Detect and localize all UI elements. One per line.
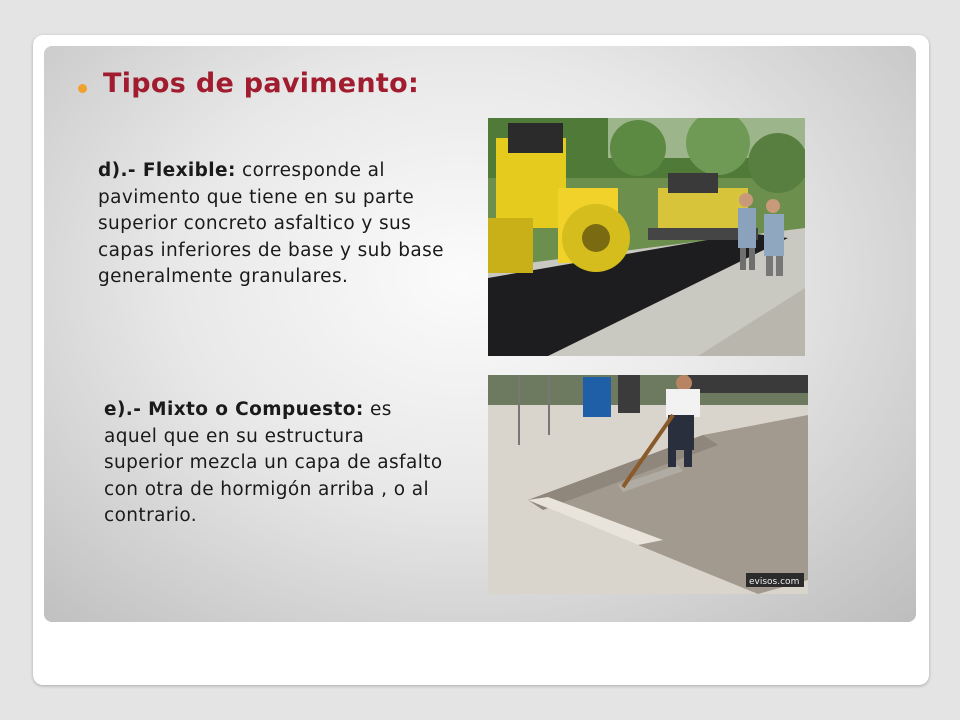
section-mixto [104,397,449,530]
concrete-paving-photo [488,375,808,594]
section-flexible-heading: d).- Flexible: [98,160,236,181]
asphalt-paving-photo [488,118,805,356]
section-mixto-body: es aquel que en su estructura superior mezcla un capa de asfalto con otra de hormigón arriba , o al contrario. [104,399,443,526]
watermark-text: evisos.com [749,577,800,587]
title-bullet [78,84,87,93]
section-flexible [98,158,448,291]
slide-title: Tipos de pavimento: [103,68,420,99]
section-mixto-heading: e).- Mixto o Compuesto: [104,399,364,420]
section-flexible-body: corresponde al pavimento que tiene en su parte superior concreto asfaltico y sus capas inferiores de base y sub base generalmente granulares. [98,160,444,287]
